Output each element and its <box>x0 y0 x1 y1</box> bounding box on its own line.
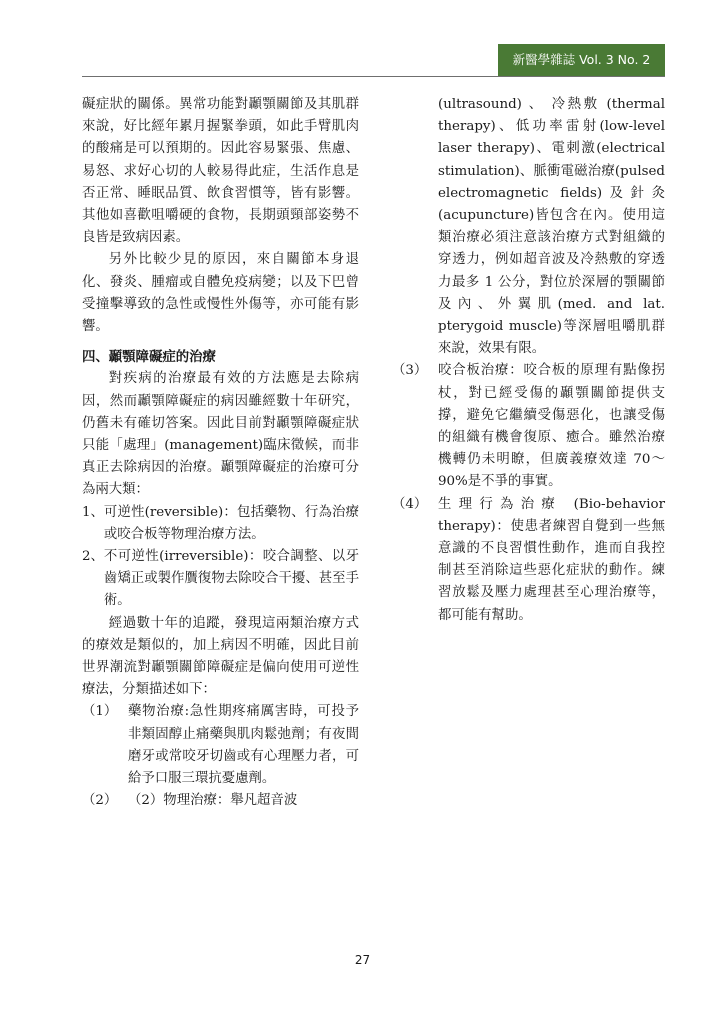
list-item-text: 生理行為治療 (Bio-behavior therapy)：使患者練習自覺到一些無意識的不良習慣性動作，進而自我控制甚至消除這些惡化症狀的動作。練習放鬆及壓力處理甚至心理治療等，都可能有幫助。 <box>438 496 665 623</box>
list-item <box>392 360 665 493</box>
list-item <box>392 494 665 627</box>
list-item <box>82 790 359 812</box>
section-heading: 四、顳顎障礙症的治療 <box>82 349 216 366</box>
paragraph-treatment-intro: 對疾病的治療最有效的方法應是去除病因，然而顳顎障礙症的病因雖經數十年研究，仍舊未有確切答案。因此目前對顳顎障礙症狀只能「處理」(management)臨床徵候，而非真正去除病因的治療。顳顎障礙症的治療可分為兩大類： <box>82 371 359 498</box>
header-divider <box>82 76 665 77</box>
list-item-label: 1、 <box>82 504 104 520</box>
list-item-label: （1） <box>82 704 118 720</box>
paragraph-rare-causes: 另外比較少見的原因，來自關節本身退化、發炎、腫瘤或自體免疫病變；以及下巴曾受撞擊導致的急性或慢性外傷等，亦可能有影響。 <box>82 252 359 335</box>
list-item-label: （2） <box>82 793 118 809</box>
paragraph-followup: 經過數十年的追蹤，發現這兩類治療方式的療效是類似的，加上病因不明確，因此目前世界潮流對顳顎關節障礙症是偏向使用可逆性療法，分類描述如下： <box>82 615 359 698</box>
list-item <box>82 701 359 790</box>
list-item-text: 可逆性(reversible)：包括藥物、行為治療或咬合板等物理治療方法。 <box>103 504 359 542</box>
list-item-text: 不可逆性(irreversible)：咬合調整、以牙齒矯正或製作贋復物去除咬合干擾、甚至手術。 <box>103 549 359 609</box>
list-item-label: 2、 <box>82 549 104 565</box>
right-column <box>392 94 665 627</box>
list-item-label: （3） <box>392 363 428 379</box>
paragraph-physical-therapy-continued: (ultrasound) 、 冷熱敷 (thermal therapy)、低功率雷射(low-level laser therapy)、電刺激(electrical stimulation)、脈衝電磁治療(pulsed electromagnetic fields)及針灸(acupuncture)皆包含在內。使用這類治療必須注意該治療方式對組織的穿透力，例如超音波及冷熱敷的穿透力最多 1 公分，對位於深層的顎關節及內、外翼肌(med. and lat. pterygoid muscle)等深層咀嚼肌群來說，效果有限。 <box>438 97 665 357</box>
left-column <box>82 94 359 813</box>
list-item-text: （2）物理治療：舉凡超音波 <box>128 793 298 809</box>
journal-header-badge: 新醫學雜誌 Vol. 3 No. 2 <box>498 44 665 76</box>
list-item-text: 咬合板治療：咬合板的原理有點像拐杖，對已經受傷的顳顎關節提供支撐，避免它繼續受傷惡化，也讓受傷的組織有機會復原、癒合。雖然治療機轉仍未明瞭，但廣義療效達 70～90%是不爭的事實。 <box>438 363 665 490</box>
list-item-text: 藥物治療:急性期疼痛厲害時，可投予非類固醇止痛藥與肌肉鬆弛劑；有夜間磨牙或常咬牙切齒或有心理壓力者，可給予口服三環抗憂慮劑。 <box>128 704 359 787</box>
list-item-label: （4） <box>392 496 428 512</box>
list-item <box>82 546 359 613</box>
list-item <box>82 502 359 546</box>
paragraph-etiology: 礙症狀的關係。異常功能對顳顎關節及其肌群來說，好比經年累月握緊拳頭，如此手臂肌肉的酸痛是可以預期的。因此容易緊張、焦慮、易怒、求好心切的人較易得此症，生活作息是否正常、睡眠品質、飲食習慣等，皆有影響。其他如喜歡咀嚼硬的食物，長期頭頸部姿勢不良皆是致病因素。 <box>82 97 359 246</box>
page-number: 27 <box>354 953 371 967</box>
